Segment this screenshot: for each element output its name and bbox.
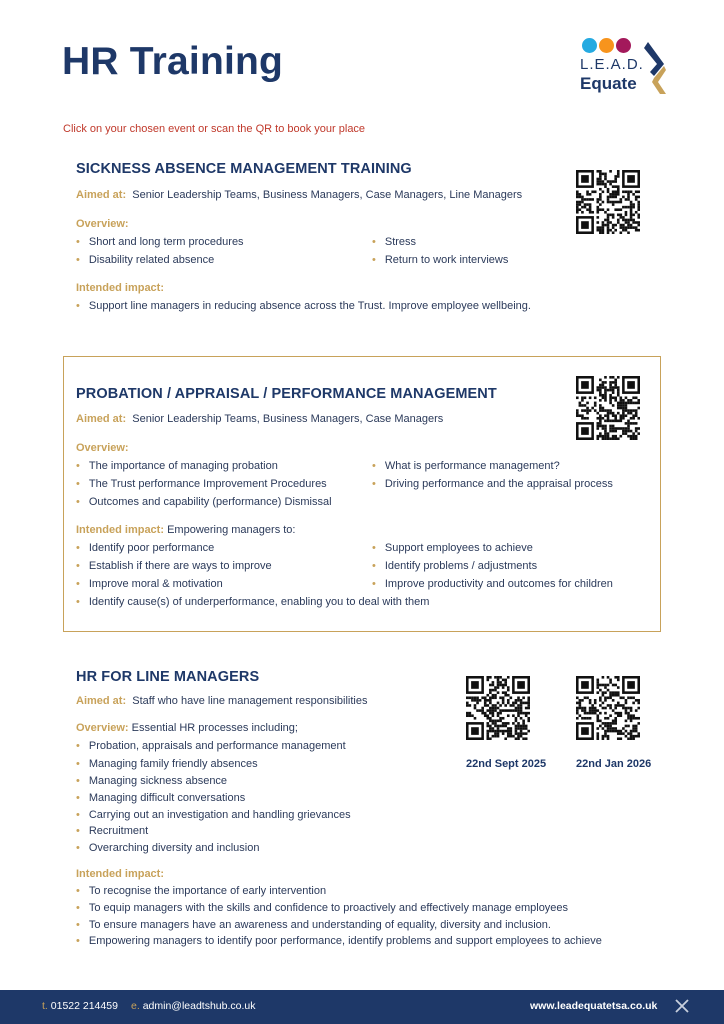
aimed-at-label: Aimed at: xyxy=(76,695,127,707)
logo-text-lead: L.E.A.D. xyxy=(580,56,644,73)
overview-intro: Essential HR processes including; xyxy=(131,722,298,734)
phone-number: 01522 214459 xyxy=(50,1000,118,1012)
list-item: • Outcomes and capability (performance) Dismissal xyxy=(76,496,332,508)
list-item: • Empowering managers to identify poor performance, identify problems and support employees to achieve xyxy=(76,935,602,947)
aimed-at-line xyxy=(76,695,367,707)
list-item: • Stress xyxy=(372,236,416,248)
impact-label: Intended impact: xyxy=(76,524,165,536)
impact-label: Intended impact: xyxy=(76,282,165,294)
impact-intro: Empowering managers to: xyxy=(167,524,296,536)
lead-equate-logo[interactable] xyxy=(578,36,674,100)
list-item: • Managing sickness absence xyxy=(76,775,227,787)
list-item: • Managing family friendly absences xyxy=(76,758,258,770)
x-icon[interactable] xyxy=(675,999,689,1013)
list-item: • Carrying out an investigation and handling grievances xyxy=(76,809,351,821)
qr-code-sept-2025[interactable] xyxy=(466,676,530,740)
list-item: • Overarching diversity and inclusion xyxy=(76,842,259,854)
footer-website-link[interactable]: www.leadequatetsa.co.uk xyxy=(530,1000,658,1012)
list-item: • Short and long term procedures xyxy=(76,236,244,248)
overview-label: Overview: xyxy=(76,722,129,734)
list-item: • Support line managers in reducing absence across the Trust. Improve employee wellbeing. xyxy=(76,300,531,312)
footer-email[interactable] xyxy=(131,1000,256,1012)
booking-instruction: Click on your chosen event or scan the QR to book your place xyxy=(63,123,366,135)
list-item: • The Trust performance Improvement Procedures xyxy=(76,478,327,490)
page-title: HR Training xyxy=(62,40,284,83)
phone-label: t. xyxy=(42,1000,48,1012)
list-item: • Identify poor performance xyxy=(76,542,214,554)
section-title-line-managers[interactable]: HR FOR LINE MANAGERS xyxy=(76,669,260,685)
section-title-sickness[interactable]: SICKNESS ABSENCE MANAGEMENT TRAINING xyxy=(76,161,412,177)
list-item: • Driving performance and the appraisal process xyxy=(372,478,613,490)
list-item: • To ensure managers have an awareness and understanding of equality, diversity and inclusion. xyxy=(76,919,551,931)
logo-text-equate: Equate xyxy=(580,74,637,93)
list-item: • To equip managers with the skills and confidence to proactively and effectively manage employees xyxy=(76,902,568,914)
list-item: • To recognise the importance of early intervention xyxy=(76,885,326,897)
aimed-at-text: Senior Leadership Teams, Business Managers, Case Managers, Line Managers xyxy=(132,189,523,201)
list-item: • Improve productivity and outcomes for children xyxy=(372,578,613,590)
qr-code-sickness[interactable] xyxy=(576,170,640,234)
qr-code-jan-2026[interactable] xyxy=(576,676,640,740)
list-item: • Improve moral & motivation xyxy=(76,578,223,590)
event-date-jan-2026[interactable]: 22nd Jan 2026 xyxy=(576,758,652,770)
impact-label: Intended impact: xyxy=(76,868,165,880)
list-item: • Establish if there are ways to improve xyxy=(76,560,272,572)
aimed-at-label: Aimed at: xyxy=(76,189,127,201)
overview-line xyxy=(76,722,298,734)
list-item: • What is performance management? xyxy=(372,460,560,472)
aimed-at-text: Senior Leadership Teams, Business Managers, Case Managers xyxy=(132,413,444,425)
list-item: • Support employees to achieve xyxy=(372,542,533,554)
email-address: admin@leadtshub.co.uk xyxy=(142,1000,256,1012)
list-item: • Return to work interviews xyxy=(372,254,508,266)
list-item: • Managing difficult conversations xyxy=(76,792,245,804)
event-date-sept-2025[interactable]: 22nd Sept 2025 xyxy=(466,758,547,770)
section-title-probation[interactable]: PROBATION / APPRAISAL / PERFORMANCE MANAGEMENT xyxy=(76,386,497,402)
list-item: • Disability related absence xyxy=(76,254,214,266)
aimed-at-label: Aimed at: xyxy=(76,413,127,425)
footer-bar xyxy=(0,990,724,1024)
list-item: • Recruitment xyxy=(76,825,148,837)
footer-phone[interactable] xyxy=(42,1000,118,1012)
qr-code-probation[interactable] xyxy=(576,376,640,440)
list-item: • Identify problems / adjustments xyxy=(372,560,537,572)
overview-label: Overview: xyxy=(76,218,129,230)
aimed-at-line xyxy=(76,189,522,201)
aimed-at-line xyxy=(76,413,443,425)
logo-chevron-icon xyxy=(644,40,668,96)
aimed-at-text: Staff who have line management responsibilities xyxy=(132,695,368,707)
impact-line xyxy=(76,524,295,536)
list-item: • The importance of managing probation xyxy=(76,460,278,472)
list-item: • Probation, appraisals and performance management xyxy=(76,740,346,752)
list-item: • Identify cause(s) of underperformance, enabling you to deal with them xyxy=(76,596,429,608)
overview-label: Overview: xyxy=(76,442,129,454)
email-label: e. xyxy=(131,1000,140,1012)
